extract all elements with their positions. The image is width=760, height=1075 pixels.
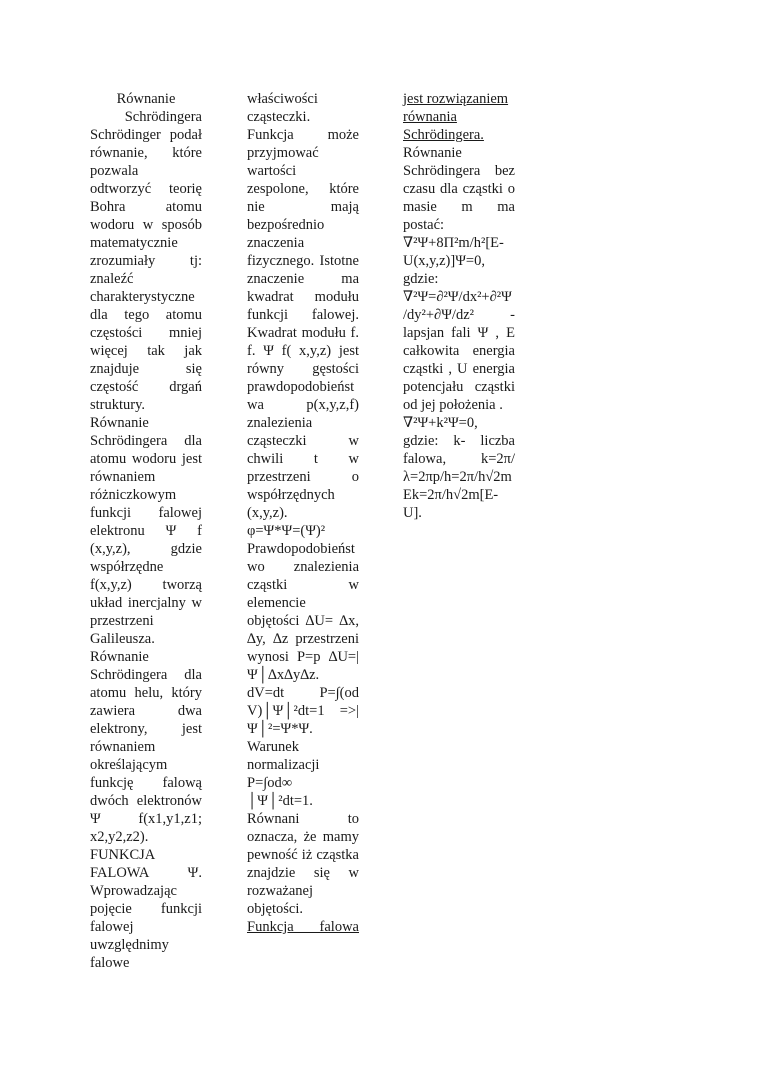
column2-formula-density: φ=Ψ*Ψ=(Ψ)² <box>247 523 326 539</box>
column1-paragraph-wave-function: FUNKCJA FALOWA Ψ. Wprowadzając pojęcie funkcji falowej uwzględnimy falowe <box>90 847 202 971</box>
column1-heading-line1: Równanie <box>116 91 176 107</box>
column2-paragraph-certainty: Równani to oznacza, że mamy pewność iż cząstka znajdzie się w rozważanej objętości. <box>247 811 359 917</box>
text-column-3 <box>403 90 515 522</box>
column1-paragraph-helium: Równanie Schrödingera dla atomu helu, który zawiera dwa elektrony, jest równaniem określającym funkcję falową dwóch elektronów Ψ f(x1,y1,z1; x2,y2,z2). <box>90 649 202 845</box>
column3-paragraph-laplacian: gdzie: ∇²Ψ=∂²Ψ/dx²+∂²Ψ/dy²+∂Ψ/dz² - lapsjan fali Ψ , E całkowita energia cząstki , U energia potencjału cząstki od jej położenia . <box>403 271 515 413</box>
column2-underlined-phrase: Funkcja falowa <box>247 919 359 935</box>
text-column-1 <box>90 90 202 972</box>
column1-paragraph-hydrogen: Równanie Schrödingera dla atomu wodoru jest równaniem różniczkowym funkcji falowej elektronu Ψ f (x,y,z), gdzie współrzędne f(x,y,z) tworzą układ inercjalny w przestrzeni Galileusza. <box>90 415 202 647</box>
column3-underlined-phrase: jest rozwiązaniem równania Schrödingera. <box>403 91 509 143</box>
column3-formula-helmholtz: ∇²Ψ+k²Ψ=0, <box>403 415 478 431</box>
text-column-2 <box>247 90 359 936</box>
column2-paragraph-probability: Prawdopodobieństwo znalezienia cząstki w elemencie objętości ∆U= ∆x, ∆y, ∆z przestrzeni wynosi P=p ∆U=|Ψ│∆x∆y∆z. dV=dt P=∫(od V)│Ψ│²dt=1 =>|Ψ│²=Ψ*Ψ. Warunek normalizacji P=∫od∞ │Ψ│²dt=1. <box>247 541 359 809</box>
column1-heading-line2: Schrödingera <box>124 109 202 125</box>
column1-paragraph-intro: Schrödinger podał równanie, które pozwala odtworzyć teorię Bohra atomu wodoru w sposób matematycznie zrozumiały tj: znaleźć charakterystyczne dla tego atomu częstości mniej więcej tak jak znajduje się częstość drgań struktury. <box>90 127 202 413</box>
column3-paragraph-wavenumber: gdzie: k- liczba falowa, k=2π/λ=2πp/h=2π/h√2mEk=2π/h√2m[E-U]. <box>403 433 515 521</box>
column2-paragraph-properties: właściwości cząsteczki. Funkcja może przyjmować wartości zespolone, które nie mają bezpośrednio znaczenia fizycznego. Istotne znaczenie ma kwadrat modułu funkcji falowej. Kwadrat modułu f. f. Ψ f( x,y,z) jest równy gęstości prawdopodobieństwa p(x,y,z,f) znalezienia cząsteczki w chwili t w przestrzeni o współrzędnych (x,y,z). <box>247 91 359 521</box>
column3-paragraph-equation-intro: Równanie Schrödingera bez czasu dla cząstki o masie m ma postać: <box>403 145 515 233</box>
column3-formula-schrodinger: ∇²Ψ+8Π²m/h²[E-U(x,y,z)]Ψ=0, <box>403 235 504 269</box>
